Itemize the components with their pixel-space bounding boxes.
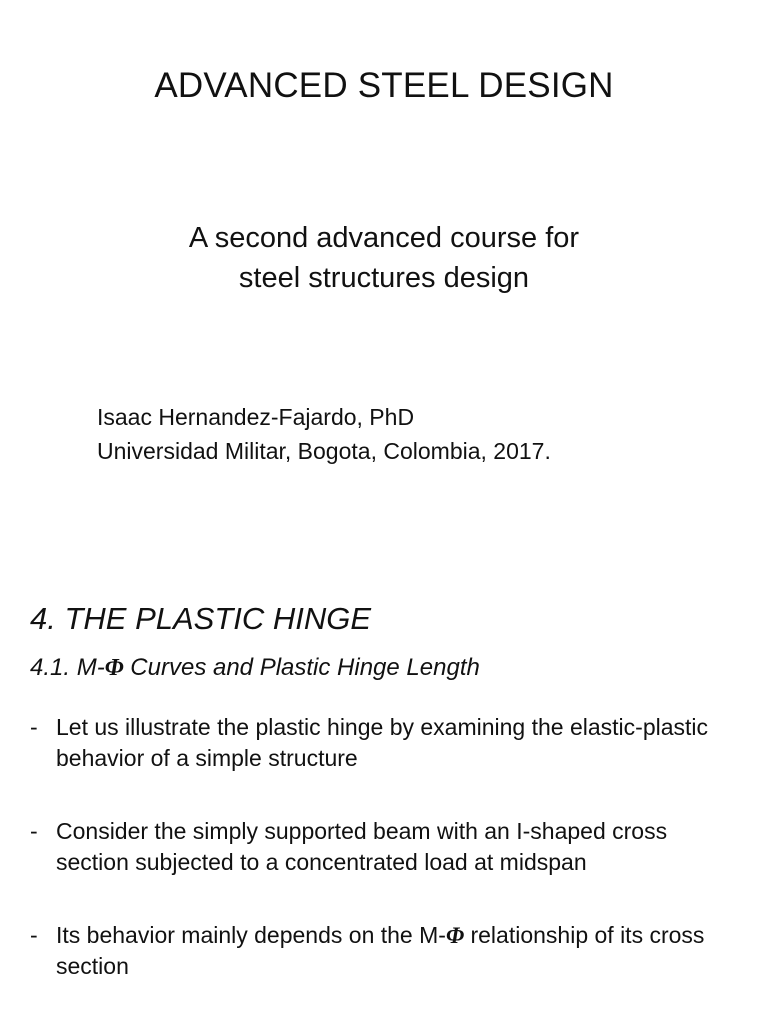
bullet-text-prefix: Its behavior mainly depends on the M- [56, 922, 446, 948]
subtitle-line-1: A second advanced course for [188, 222, 580, 254]
subsection-title [30, 654, 480, 682]
section-title: 4. THE PLASTIC HINGE [30, 601, 372, 636]
bullet-item [30, 816, 730, 878]
bullet-text: Consider the simply supported beam with an I-shaped cross section subjected to a concentrated load at midspan [56, 818, 668, 875]
subsection-prefix: 4.1. M- [30, 654, 105, 681]
author-name: Isaac Hernandez-Fajardo, PhD [97, 404, 415, 430]
bullet-list [30, 712, 730, 1024]
bullet-marker: - [30, 922, 38, 948]
subsection-suffix: Curves and Plastic Hinge Length [123, 654, 480, 681]
bullet-marker: - [30, 714, 38, 740]
bullet-marker: - [30, 818, 38, 844]
bullet-item [30, 712, 730, 774]
bullet-text-suffix: relationship of its cross section [56, 922, 705, 979]
phi-symbol: Φ [445, 923, 465, 948]
bullet-text: Let us illustrate the plastic hinge by examining the elastic-plastic behavior of a simple structure [56, 714, 709, 771]
bullet-text [56, 922, 704, 979]
content-slide [0, 560, 768, 1024]
author-affiliation: Universidad Militar, Bogota, Colombia, 2017. [97, 438, 551, 464]
phi-symbol: Φ [104, 655, 124, 681]
author-block [97, 400, 551, 468]
presentation-title: ADVANCED STEEL DESIGN [154, 66, 614, 105]
bullet-item [30, 920, 730, 982]
presentation-subtitle [0, 218, 768, 298]
subtitle-line-2: steel structures design [238, 262, 530, 294]
